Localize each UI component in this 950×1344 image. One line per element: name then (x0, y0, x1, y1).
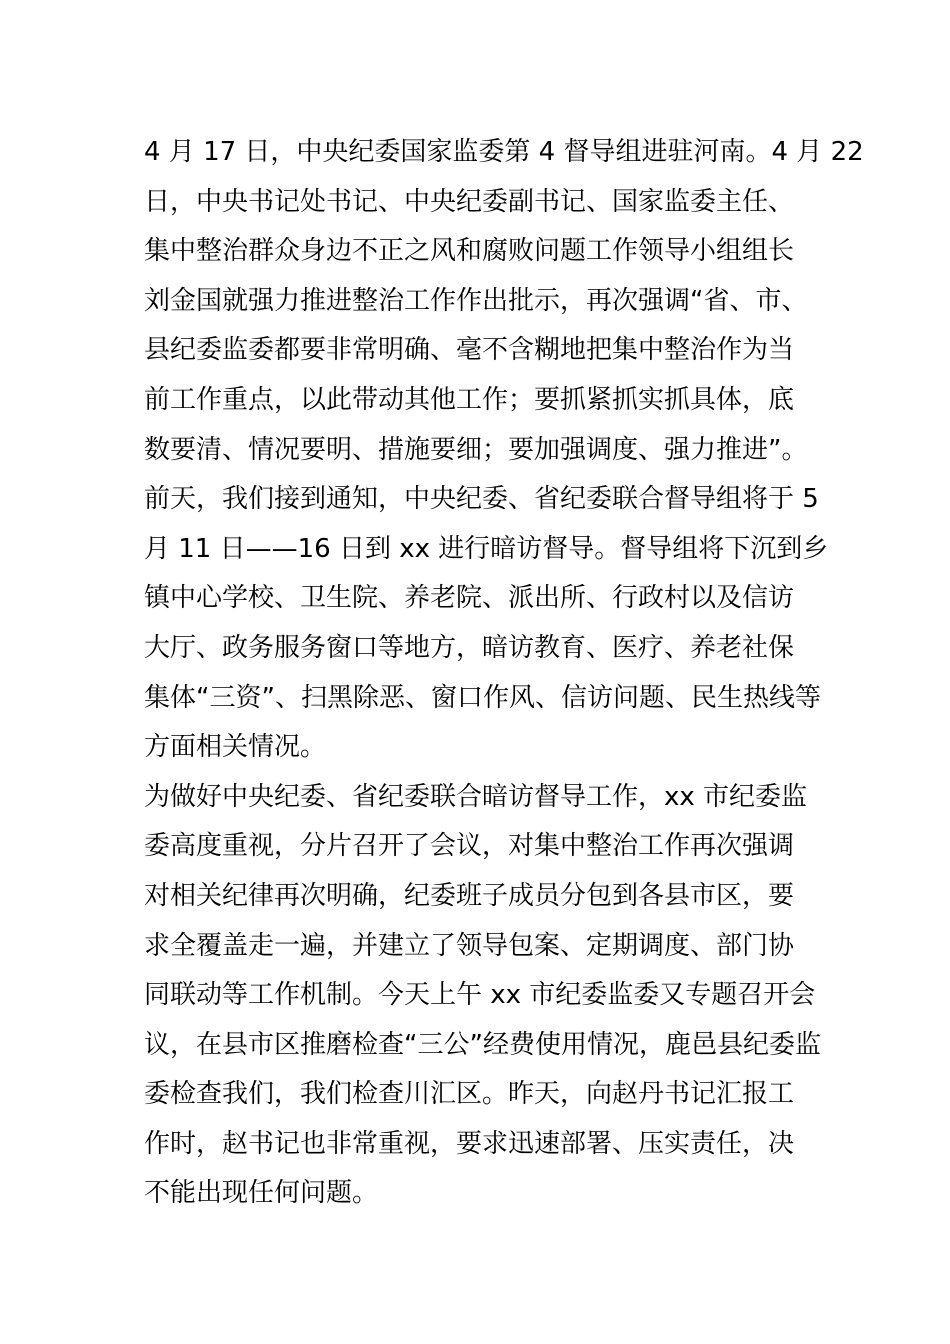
text-line: 为做好中央纪委、省纪委联合暗访督导工作，xx 市纪委监 (144, 781, 808, 812)
text-line: 前工作重点，以此带动其他工作；要抓紧抓实抓具体，底 (144, 384, 795, 415)
text-line: 刘金国就强力推进整治工作作出批示，再次强调“省、市、 (144, 285, 808, 316)
text-line: 求全覆盖走一遍，并建立了领导包案、定期调度、部门协 (144, 930, 795, 961)
text-line: 大厅、政务服务窗口等地方，暗访教育、医疗、养老社保 (144, 632, 795, 663)
text-line: 月 11 日——16 日到 xx 进行暗访督导。督导组将下沉到乡 (144, 533, 829, 564)
text-line: 前天，我们接到通知，中央纪委、省纪委联合督导组将于 5 (144, 484, 819, 515)
text-line: 不能出现任何问题。 (144, 1178, 379, 1209)
text-line: 同联动等工作机制。今天上午 xx 市纪委监委又专题召开会 (144, 980, 816, 1011)
text-line: 作时，赵书记也非常重视，要求迅速部署、压实责任，决 (144, 1128, 795, 1159)
text-line: 对相关纪律再次明确，纪委班子成员分包到各县市区，要 (144, 880, 795, 911)
text-line: 县纪委监委都要非常明确、毫不含糊地把集中整治作为当 (144, 335, 795, 366)
text-line: 数要清、情况要明、措施要细；要加强调度、强力推进”。 (144, 434, 808, 465)
text-line: 集中整治群众身边不正之风和腐败问题工作领导小组组长 (144, 236, 795, 267)
text-line: 委检查我们，我们检查川汇区。昨天，向赵丹书记汇报工 (144, 1079, 795, 1110)
text-line: 方面相关情况。 (144, 732, 327, 763)
text-line: 镇中心学校、卫生院、养老院、派出所、行政村以及信访 (144, 583, 795, 614)
body-text (144, 128, 864, 1219)
text-line: 4 月 17 日，中央纪委国家监委第 4 督导组进驻河南。4 月 22 (144, 137, 864, 167)
text-line: 集体“三资”、扫黑除恶、窗口作风、信访问题、民生热线等 (144, 682, 821, 713)
text-line: 议，在县市区推磨检查“三公”经费使用情况，鹿邑县纪委监 (144, 1029, 821, 1060)
text-line: 委高度重视，分片召开了会议，对集中整治工作再次强调 (144, 831, 795, 862)
text-line: 日，中央书记处书记、中央纪委副书记、国家监委主任、 (144, 186, 795, 217)
